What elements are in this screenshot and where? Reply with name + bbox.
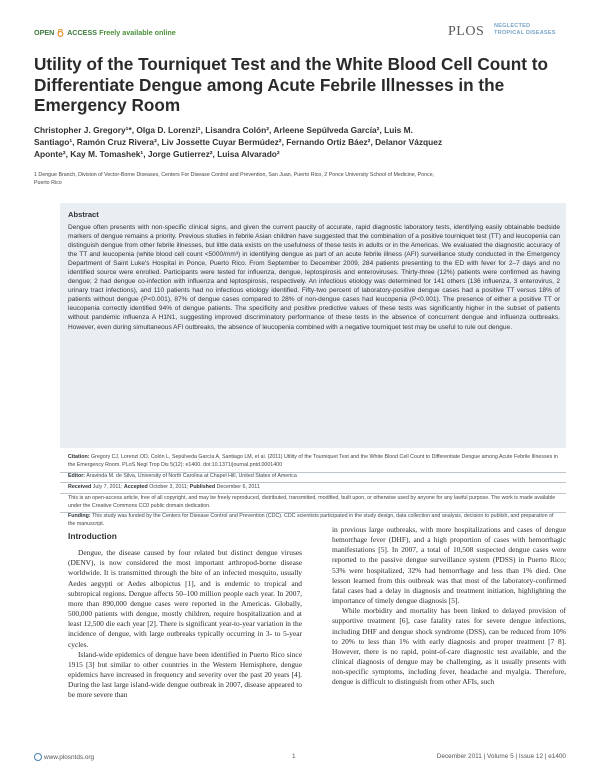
funding-text: This study was funded by the Centers for Disease Control and Prevention (CDC). CDC scientists participated in the study design, data collection and analysis, decision to publish, and preparation of the manuscript. (68, 513, 554, 527)
paragraph: in previous large outbreaks, with more hospitalizations and cases of dengue hemorrhage fever (DHF), and a high proportion of cases with hemorrhagic manifestations [5]. In 2007, a total of 10,508 suspected dengue cases were reported to the passive dengue surveillance system (PDSS) in Puerto Rico; 53% were hospitalized, 32% had hemorrhage and less than 1% died. One lesson learned from this outbreak was that most of the laboratory-confirmed fatal cases had a delay in diagnosis and treatment initiation, highlighting the importance of timely dengue diagnosis [5]. (332, 525, 566, 606)
body-column-right (332, 525, 566, 688)
citation (68, 454, 560, 469)
published-date: December 6, 2011 (216, 484, 260, 490)
accepted-label: Accepted (123, 484, 148, 490)
author-list (34, 124, 559, 160)
access-label: ACCESS (67, 28, 98, 37)
page-number: 1 (292, 753, 296, 760)
affiliation-line: 1 Dengue Branch, Division of Vector-Borne Diseases, Centers For Disease Control and Prevention, San Juan, Puerto Rico, 2 Ponce University School of Medicine, Ponce, (34, 172, 435, 178)
abstract-box (60, 203, 566, 448)
affiliation-line: Puerto Rico (34, 180, 62, 186)
author-line: Santiago¹, Ramón Cruz Rivera², Liv Jossette Cuyar Bermúdez², Fernando Ortiz Báez², Delanor Vázquez (34, 137, 443, 147)
journal-subtitle (494, 23, 556, 37)
accepted-date: October 3, 2011; (149, 484, 189, 490)
globe-icon (34, 753, 42, 761)
open-access-banner (34, 28, 176, 37)
body-column-left (68, 531, 302, 701)
paragraph: While morbidity and mortality has been linked to delayed provision of supportive treatment [6], case fatality rates for severe dengue infections, including DHF and dengue shock syndrome (DSS), can be reduced from 10% to 20% to less than 1% with early diagnosis and proper treatment [7 8]. However, there is no rapid, point-of-care diagnostic test available, and the clinical diagnosis of dengue may be challenging, as it usually presents with non-specific symptoms, including fever, headache and myalgia. Therefore, dengue is difficult to distinguish from other AFIs, such (332, 606, 566, 687)
paragraph: Island-wide epidemics of dengue have been identified in Puerto Rico since 1915 [3] but similar to other countries in the Western Hemisphere, dengue epidemics have increased in frequency and severity over the past 20 years [4]. During the last large island-wide dengue outbreak in 2007, disease appeared to be more severe than (68, 649, 302, 700)
editor-label: Editor: (68, 473, 86, 479)
plos-wordmark: PLOS (448, 24, 485, 39)
open-lock-icon (57, 29, 64, 37)
section-heading: Introduction (68, 531, 117, 541)
citation-label: Citation: (68, 454, 90, 460)
abstract-text: Dengue often presents with non-specific clinical signs, and given the current paucity of accurate, rapid diagnostic laboratory tests, identifying easily obtainable bedside markers of dengue remains a priority. Previous studies in febrile Asian children have suggested that the combination of a positive tourniquet test (TT) and leucopenia can distinguish dengue from other febrile illnesses, but little data exists on the usefulness of these tests in adults or in the Americas. We evaluated the diagnostic accuracy of the TT and leucopenia (white blood cell count <5000/mm³) in identifying dengue as part of an acute febrile illness (AFI) surveillance study conducted in the Emergency Department of Saint Luke's Hospital in Ponce, Puerto Rico. From September to December 2009, 284 patients presenting to the ED with fever for 2–7 days and no identified source were enrolled. Participants were tested for influenza, dengue, leptospirosis and enteroviruses. Thirty-three (12%) patients were confirmed as having dengue; 2 had dengue co-infection with influenza and leptospirosis, respectively. An infectious etiology was determined for 141 others (136 influenza, 3 enterovirus, 2 urinary tract infections), and 110 patients had no infectious etiology identified. Fifty-two percent of laboratory-positive dengue cases had a positive TT versus 18% of patients without dengue (P<0.001), 87% of dengue cases compared to 28% of non-dengue cases had leucopenia (P<0.001). The presence of either a positive TT or leucopenia correctly identified 94% of dengue patients. The specificity and positive predictive values of these tests was significantly higher in the subset of patients without pandemic influenza A H1N1, suggesting improved discriminatory performance of these tests in the absence of concurrent dengue and influenza outbreaks. However, even during simultaneous AFI outbreaks, the absence of leucopenia combined with a negative tourniquet test may be useful to rule out dengue. (68, 224, 560, 331)
footer-website[interactable] (34, 753, 94, 761)
journal-header (34, 22, 566, 48)
funding-label: Funding: (68, 513, 91, 519)
website-link[interactable]: www.plosntds.org (44, 754, 95, 761)
journal-logo (448, 20, 566, 46)
citation-text: Gregory CJ, Lorenzi OD, Colón L, Sepúlveda García A, Santiago LM, et al. (2011) Utility of the Tourniquet Test and the White Blood Cell Count to Differentiate Dengue among Acute Febrile Illnesses in the Emergency Room. PLoS Negl Trop Dis 5(12): e1400. doi:10.1371/journal.pntd.0001400 (68, 454, 558, 468)
page-footer (34, 751, 566, 763)
journal-subtitle-line2: TROPICAL DISEASES (494, 30, 556, 36)
editor (68, 473, 560, 481)
license: This is an open-access article, free of all copyright, and may be freely reproduced, distributed, transmitted, modified, built upon, or otherwise used by anyone for any lawful purpose. The work is made available under the Creative Commons CC0 public domain dedication. (68, 495, 556, 509)
journal-subtitle-line1: NEGLECTED (494, 23, 531, 29)
editor-text: Aravinda M. de Silva, University of North Carolina at Chapel Hill, United States of America (86, 473, 297, 479)
divider (60, 493, 566, 494)
issue-info: December 2011 | Volume 5 | Issue 12 | e1400 (436, 753, 566, 760)
open-label: OPEN (34, 28, 55, 37)
dates (68, 484, 560, 492)
abstract-heading: Abstract (68, 210, 99, 219)
article-title: Utility of the Tourniquet Test and the White Blood Cell Count to Differentiate Dengue among Acute Febrile Illnesses in the Emergency Room (34, 54, 548, 115)
received-label: Received (68, 484, 92, 490)
affiliations (34, 171, 564, 187)
divider (60, 482, 566, 483)
received-date: July 7, 2011; (92, 484, 123, 490)
author-line: Christopher J. Gregory¹*, Olga D. Lorenzi¹, Lisandra Colón², Arleene Sepúlveda García², Luis M. (34, 125, 413, 135)
author-line: Aponte², Kay M. Tomashek¹, Jorge Gutierrez², Luisa Alvarado² (34, 149, 280, 159)
paragraph: Dengue, the disease caused by four related but distinct dengue viruses (DENV), is now considered the most important arthropod-borne disease worldwide. It is transmitted through the bite of an infected mosquito, usually Aedes aegypti or Aedes albopictus [1], and is endemic to tropical and subtropical regions. Dengue affects 50–100 million people each year. In 2007, more than 890,000 dengue cases were reported in the Americas. Globally, 500,000 patients with dengue, mostly children, require hospitalization and at least 12,500 die each year [2]. There is significant year-to-year variation in the incidence of dengue, with large outbreaks typically occurring in 3- to 5-year cycles. (68, 548, 302, 649)
published-label: Published (189, 484, 216, 490)
freely-available-label: Freely available online (99, 28, 176, 37)
